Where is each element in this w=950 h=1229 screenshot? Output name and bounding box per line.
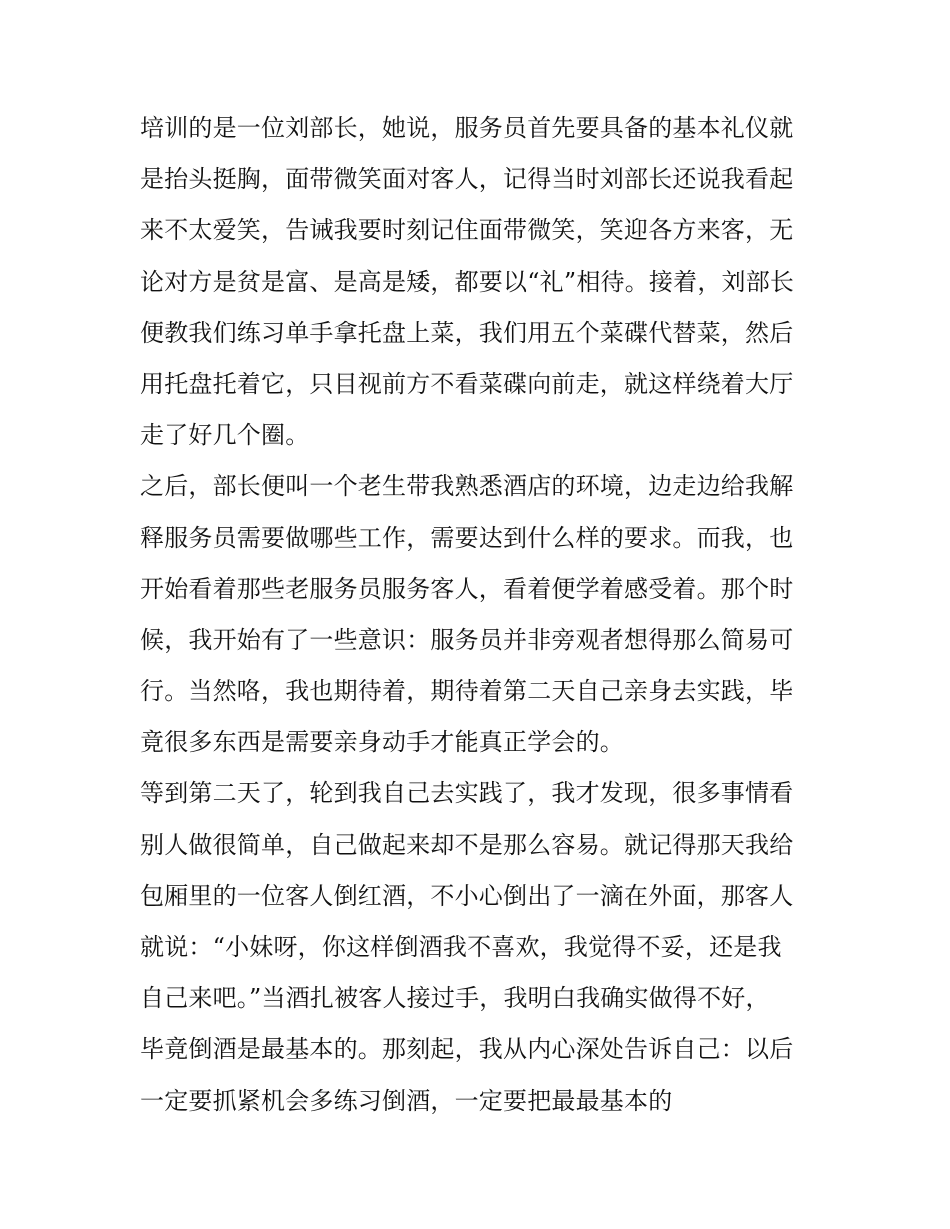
text-line: 别人做很简单，自己做起来却不是那么容易。就记得那天我给 bbox=[140, 830, 794, 859]
text-line: 毕竟倒酒是最基本的。那刻起，我从内心深处告诉自己：以后 bbox=[140, 1035, 794, 1064]
text-line: 释服务员需要做哪些工作，需要达到什么样的要求。而我，也 bbox=[140, 523, 794, 552]
text-line: 便教我们练习单手拿托盘上菜，我们用五个菜碟代替菜，然后 bbox=[140, 318, 794, 347]
text-line: 一定要抓紧机会多练习倒酒，一定要把最最基本的 bbox=[140, 1086, 673, 1115]
text-line: 竟很多东西是需要亲身动手才能真正学会的。 bbox=[140, 728, 624, 757]
text-line: 等到第二天了，轮到我自己去实践了，我才发现，很多事情看 bbox=[140, 779, 794, 808]
paragraph-3 bbox=[140, 768, 820, 1126]
text-line: 用托盘托着它，只目视前方不看菜碟向前走，就这样绕着大厅 bbox=[140, 369, 794, 398]
text-line: 之后，部长便叫一个老生带我熟悉酒店的环境，边走边给我解 bbox=[140, 472, 794, 501]
paragraph-1 bbox=[140, 103, 820, 461]
text-line: 行。当然咯，我也期待着，期待着第二天自己亲身去实践，毕 bbox=[140, 677, 794, 706]
text-line: 开始看着那些老服务员服务客人，看着便学着感受着。那个时 bbox=[140, 574, 794, 603]
text-line: 是抬头挺胸，面带微笑面对客人，记得当时刘部长还说我看起 bbox=[140, 165, 794, 194]
document-body bbox=[140, 103, 820, 1127]
text-line: 论对方是贫是富、是高是矮，都要以“礼”相待。接着，刘部长 bbox=[140, 267, 795, 296]
text-line: 候，我开始有了一些意识：服务员并非旁观者想得那么简易可 bbox=[140, 625, 794, 654]
paragraph-2 bbox=[140, 461, 820, 768]
text-line: 培训的是一位刘部长，她说，服务员首先要具备的基本礼仪就 bbox=[140, 114, 794, 142]
text-line: 来不太爱笑，告诫我要时刻记住面带微笑，笑迎各方来客，无 bbox=[140, 216, 794, 245]
text-line: 包厢里的一位客人倒红酒，不小心倒出了一滴在外面，那客人 bbox=[140, 881, 794, 910]
text-line: 自己来吧。”当酒扎被客人接过手，我明白我确实做得不好， bbox=[140, 984, 770, 1013]
text-line: 就说：“小妹呀，你这样倒酒我不喜欢，我觉得不妥，还是我 bbox=[140, 933, 782, 961]
text-line: 走了好几个圈。 bbox=[140, 421, 310, 450]
